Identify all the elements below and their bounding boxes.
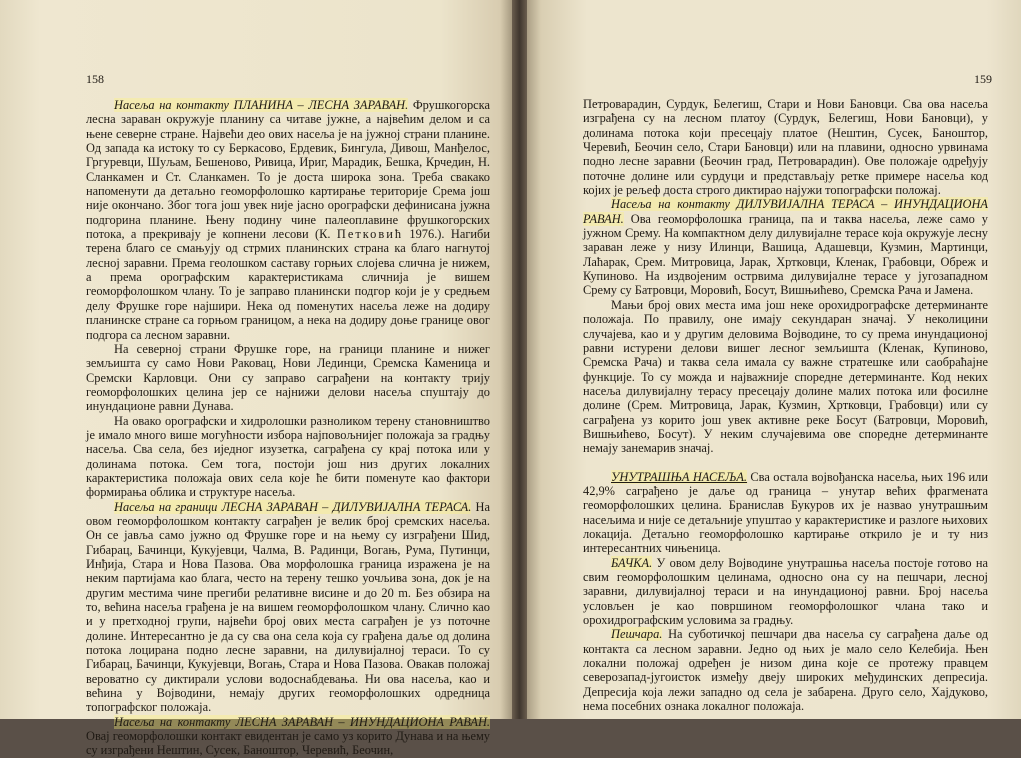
paragraph-text: Ова геоморфолошка граница, па и таква насеља, леже само у јужном Срему. На компактном делу дилувијалне терасе која окружује лесну зараван леже у низу Илинци, Вашица, Адашевци, Кузмин, Мартинци, Лаћарак, Срем. Митровица, Јарак, Хртковци, Кленак, Грабовци, Обреж и Купиново. На издвојеним острвима дилувијалне терасе у југозападном Срему су Батровци, Моровић, Босут, Вишњићево, Сремска Рача и Јамена.: [583, 211, 988, 298]
paragraph: [86, 414, 490, 500]
paragraph-text: На суботичкој пешчари два насеља су саграђена даље од контакта са лесном заравни. Једно од њих је мало село Келебија. Њен локални положај одређен је низом дина које се протежу правцем северозапад-југоисток између двеју широких међудинских депресија. Депресија која лежи западно од села је забарена. Друго село, Хајдуково, нема посебних ознака локалног положаја.: [583, 627, 988, 714]
paragraph-text: У овом делу Војводине унутрашња насеља постоје готово на свим геоморфолошким целинама, односно она су на пешчари, лесној заравни, дилувијалној тераси и на инундационој равни. Број насеља условљен је као површином геоморфолошког члана тако и орохидрографским условима за градњу.: [583, 555, 988, 628]
section-heading: Пешчара.: [611, 627, 663, 642]
section-heading: УНУТРАШЊА НАСЕЉА.: [611, 469, 748, 484]
paragraph-text: Мањи број ових места има још неке орохидрографске детерминанте положаја. По правилу, оне имају секундаран значај. У неколицини случајева, као и у другим деловима Војводине, то су према инундационој равни истурени делови вишег лесног земљишта (Кленак, Купиново, Сремска Рача) и таква села имала су важне стратешке или саобраћајне функције. То су можда и најважније споредне детерминанте. Код неких насеља дилувијалну терасу пресецају долине малих потока или фосилне долине (Срем. Митровица, Јарак, Кузмин, Хртковци, Грабовци) или су саграђена уз корито још увек активне реке Босут (Батровци, Моровић, Вишњићево, Босут). У неким случајевима ове споредне детерминанте немају занемарив значај.: [583, 297, 988, 456]
paragraph: [583, 97, 988, 197]
page-number: 158: [86, 72, 104, 86]
paragraph: [583, 298, 988, 456]
paragraph-text: Овај геоморфолошки контакт евидентан је само уз корито Дунава и на њему су изграђени Нештин, Сусек, Баноштор, Черевић, Беочин,: [86, 729, 490, 758]
left-page-text: [86, 98, 490, 758]
paragraph: [86, 500, 490, 715]
page-number: 159: [974, 72, 992, 86]
right-page-text: [583, 97, 988, 713]
section-heading: Насеља на контакту ДИЛУВИЈАЛНА ТЕРАСА – ИНУНДАЦИОНА РАВАН.: [583, 197, 988, 226]
cited-author: Петковић: [336, 227, 404, 242]
section-heading: Насеља на граници ЛЕСНА ЗАРАВАН – ДИЛУВИЈАЛНА ТЕРАСА.: [114, 499, 472, 514]
paragraph-text: На овако орографски и хидролошки разноликом терену становништво је имало много више могућности избора најповољнијег положаја за градњу насеља. Сва села, без иједног изузетка, саграђена су крај потока или у долинама потока. Сем тога, постоји још низ других локалних карактеристика положаја ових села које ће бити поменуте као фактори формирања облика и структуре насеља.: [86, 413, 490, 500]
paragraph: [583, 627, 988, 713]
section-heading: Насеља на контакту ЛЕСНА ЗАРАВАН – ИНУНДАЦИОНА РАВАН.: [114, 714, 490, 729]
paragraph-text: 1976.). Нагиби терена благо се смањују од стрмих планинских страна ка благо нагнутој лесној заравни. Према геолошком саставу горњих слојева слична је нижем, а према орографским карактеристикама сличнија је вишем геоморфолошком члану. То је заправо планински подгор који је у средњем делу Фрушке горе најшири. Нека од поменутих насеља леже на додиру планинске стране са горњом границом, а нека на додиру доње границе овог подгора са лесном заравни.: [86, 227, 490, 342]
paragraph-text: Сва остала војвођанска насеља, њих 196 или 42,9% саграђено је даље од граница – унутар већих фрагмената геоморфолошких целина. Бранислав Букуров их је назвао унутрашњим насељима и није се детаљније упуштао у карактеристике и разлоге њихових локација. Детаљно геоморфолошко картирање открило је и ту низ интересантних чињеница.: [583, 469, 988, 556]
paragraph-text: На северној страни Фрушке горе, на граници планине и нижег земљишта су само Нови Раковац, Нови Лединци, Сремска Каменица и Сремски Карловци. Они су заправо саграђени на контакту трију геоморфолошких целина јер се најнижи делови насеља спуштају до инундационе равни Дунава.: [86, 341, 490, 414]
paragraph: [86, 98, 490, 342]
paragraph: [583, 197, 988, 297]
book-gutter: [512, 0, 527, 719]
paragraph-text: На овом геоморфолошком контакту саграђен је велик број сремских насеља. Он се јавља само јужно од Фрушке горе и на њему су изграђени Шид, Гибарац, Бачинци, Кукујевци, Чалма, В. Радинци, Вогањ, Рума, Путинци, Инђија, Стара и Нова Пазова. Ова морфолошка граница изражена је на неким партијама као блага, често на терену тешко уочљива зона, док је на другим местима чине прегиби релативне висине и до 20 m. Без обзира на то, већина насеља грађена је на вишем геоморфолошком члану. Слично као и у претходној групи, највећи број ових места саграђен је уз поточне долине. Интересантно је да су сва она села која су грађена даље од долина потока лоцирана подно лесне заравни, на дилувијалној тераси. То су Гибарац, Бачинци, Кукујевци, Вогањ, Стара и Нова Пазова. Овакав положај вероватно су диктирали услови водоснабдевања. Ни ова насеља, као и већина у Војводини, немају других геоморфолошких одредница топографског положаја.: [86, 499, 490, 715]
paragraph: [583, 470, 988, 556]
paragraph: [86, 342, 490, 414]
right-page: [527, 0, 1021, 719]
paragraph: [583, 556, 988, 628]
paragraph-text: Петроварадин, Сурдук, Белегиш, Стари и Нови Бановци. Сва ова насеља изграђена су на лесном платоу (Сурдук, Белегиш, Нови Бановци), у долинама потока који пресецају платое (Нештин, Сусек, Баноштор, Черевић, Беочин село, Стари Бановци) или на плавини, односно урвинама подно лесне заравни (Беочин град, Петроварадин). Ове положаје одређују поточне долине или сурдуци и представљају ретке примере насеља код којих је рељеф доста строго диктирао најужи топографски положај.: [583, 97, 988, 198]
section-heading: БАЧКА.: [611, 555, 653, 570]
paragraph: [86, 715, 490, 758]
paragraph-text: Фрушкогорска лесна зараван окружује планину са читаве јужне, а највећим делом и са њене северне стране. Највећи део ових насеља је на јужној страни планине. Од запада ка истоку то су Беркасово, Ердевик, Бингула, Дивош, Манђелос, Гргуревци, Шуљам, Бешеново, Ривица, Ириг, Марадик, Бешка, Крчедин, Н. Сланкамен и Ст. Сланкамен. То је доста широка зона. Треба свакако напоменути да детаљно геоморфолошко картирање територије Срема још није окончано. Због тога још увек није јасно орографски дефинисана јужна подгорина планине. Њену подину чине палеоплавине фрушкогорских потока, а прекривају је копнени лесови (К.: [86, 98, 490, 242]
section-heading: Насеља на контакту ПЛАНИНА – ЛЕСНА ЗАРАВАН.: [114, 98, 409, 112]
